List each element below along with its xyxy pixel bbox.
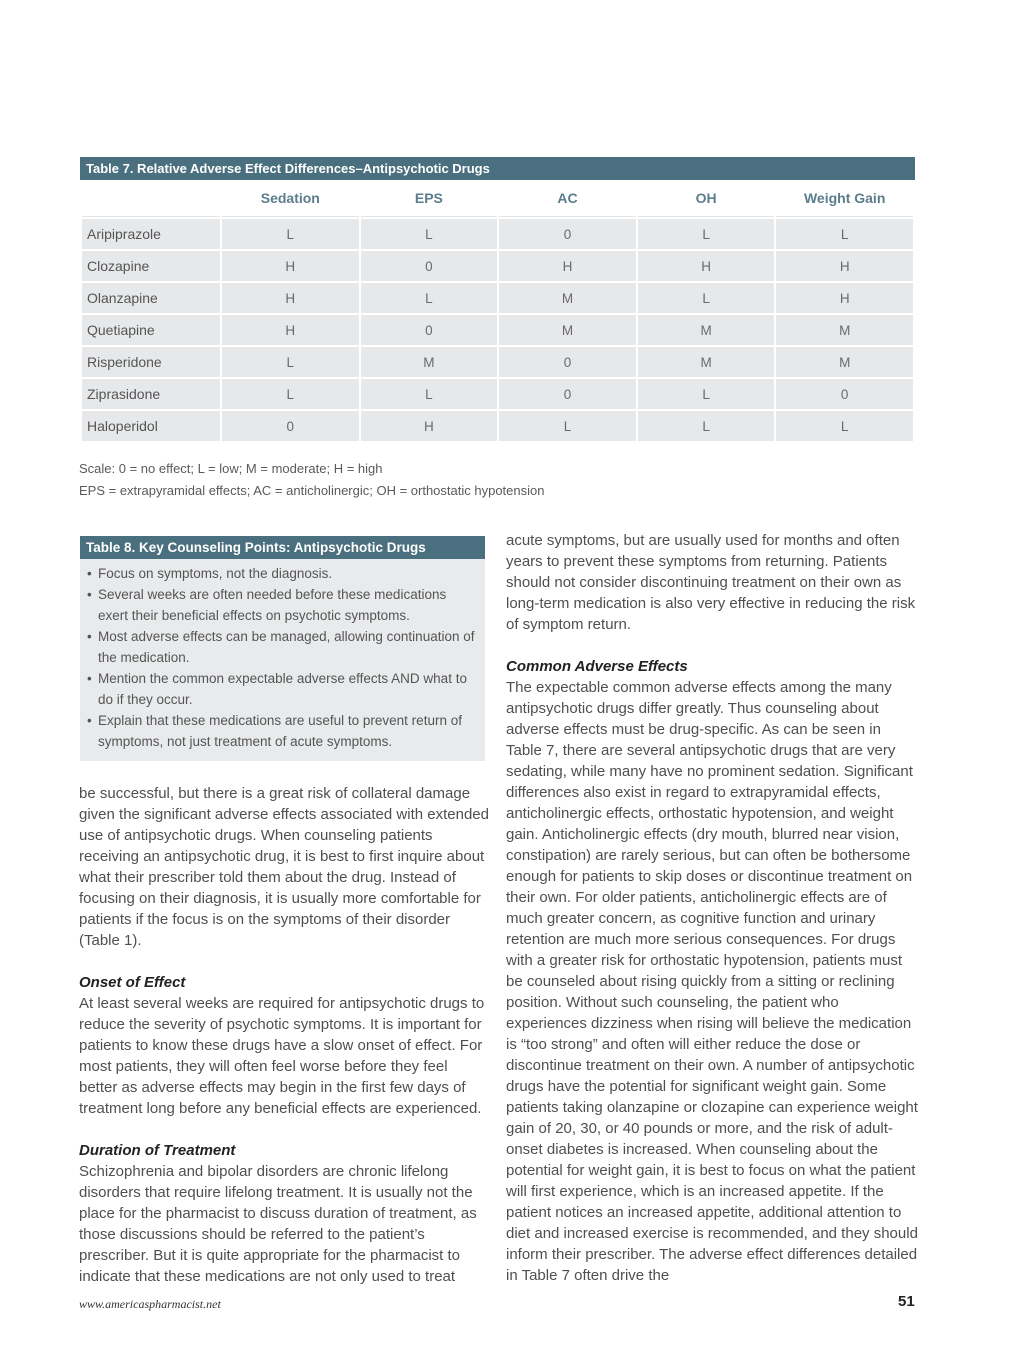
table-cell: L [776, 219, 913, 249]
table-cell: L [638, 379, 775, 409]
bullet-icon: • [87, 566, 92, 581]
table-cell: L [499, 411, 636, 441]
table-7-abbreviation-note: EPS = extrapyramidal effects; AC = anticholinergic; OH = orthostatic hypotension [79, 483, 545, 498]
bullet-icon: • [87, 587, 92, 602]
table-row [82, 379, 913, 409]
adverse-effects-table [80, 178, 915, 443]
list-item-text: Focus on symptoms, not the diagnosis. [98, 566, 333, 581]
table-cell: M [638, 347, 775, 377]
counseling-points-list [80, 563, 485, 752]
page-number: 51 [898, 1293, 915, 1310]
table-cell: 0 [361, 315, 498, 345]
table-cell: L [361, 219, 498, 249]
table-cell: H [776, 283, 913, 313]
table-cell: L [638, 411, 775, 441]
table-row [82, 347, 913, 377]
section-heading-adverse-effects: Common Adverse Effects [506, 658, 688, 675]
table-cell: M [776, 315, 913, 345]
right-column [506, 530, 918, 1286]
table-cell: 0 [361, 251, 498, 281]
table-7-title: Table 7. Relative Adverse Effect Differences–Antipsychotic Drugs [80, 157, 915, 180]
table-row [82, 411, 913, 441]
table-header-row [82, 180, 913, 217]
table-cell: L [222, 219, 359, 249]
table-cell: H [776, 251, 913, 281]
table-cell: L [638, 283, 775, 313]
section-heading-duration: Duration of Treatment [79, 1142, 236, 1159]
column-header [82, 180, 220, 217]
body-paragraph: The expectable common adverse effects among the many antipsychotic drugs differ greatly. Thus counseling about adverse effects must be drug-specific. As can be seen in Table 7, there are several antipsychotic drugs that are very sedating, while many have no prominent sedation. Significant differences also exist in regard to extrapyramidal effects, anticholinergic effects, orthostatic hypotension, and weight gain. Anticholinergic effects (dry mouth, blurred near vision, constipation) are rarely serious, but can often be bothersome enough for patients to skip doses or discontinue treatment on their own. For older patients, anticholinergic effects are of much greater concern, as cognitive function and urinary retention are much more serious consequences. For drugs with a greater risk for orthostatic hypotension, patients must be counseled about rising quickly from a sitting or reclining position. Without such counseling, the patient who experiences dizziness when rising will believe the medication is “too strong” and often will either reduce the dose or discontinue treatment on their own. A number of antipsychotic drugs have the potential for significant weight gain. Some patients taking olanzapine or clozapine can experience weight gain of 20, 30, or 40 pounds or more, and the risk of adult-onset diabetes is increased. When counseling about the potential for weight gain, it is best to focus on what the patient will first experience, which is an increased appetite. If the patient notices an increased appetite, additional attention to diet and increased exercise is recommended, and they should inform their prescriber. The adverse effect differences detailed in Table 7 often drive the [506, 679, 918, 1284]
bullet-icon: • [87, 671, 92, 686]
table-8 [80, 536, 485, 761]
body-paragraph: At least several weeks are required for antipsychotic drugs to reduce the severity of psychotic symptoms. It is important for patients to know these drugs have a slow onset of effect. For most patients, they will often feel worse before they feel better as adverse effects may begin in the first few days of treatment long before any beneficial effects are experienced. [79, 995, 485, 1117]
table-cell: H [222, 283, 359, 313]
column-header-weight-gain: Weight Gain [776, 180, 913, 217]
table-row [82, 315, 913, 345]
table-row [82, 251, 913, 281]
table-cell: M [361, 347, 498, 377]
list-item-text: Mention the common expectable adverse effects AND what to do if they occur. [98, 671, 467, 707]
table-cell: M [776, 347, 913, 377]
table-cell: M [638, 315, 775, 345]
table-8-title: Table 8. Key Counseling Points: Antipsychotic Drugs [80, 536, 485, 559]
table-7-scale-note: Scale: 0 = no effect; L = low; M = moderate; H = high [79, 461, 383, 476]
footer-url: www.americaspharmacist.net [79, 1297, 221, 1311]
table-cell: H [222, 315, 359, 345]
table-cell: L [361, 379, 498, 409]
drug-name-cell: Ziprasidone [82, 379, 220, 409]
table-cell: 0 [776, 379, 913, 409]
table-cell: 0 [222, 411, 359, 441]
table-cell: M [499, 283, 636, 313]
drug-name-cell: Aripiprazole [82, 219, 220, 249]
list-item [80, 710, 475, 752]
drug-name-cell: Haloperidol [82, 411, 220, 441]
table-cell: L [222, 379, 359, 409]
column-header-sedation: Sedation [222, 180, 359, 217]
column-header-oh: OH [638, 180, 775, 217]
list-item [80, 563, 475, 584]
table-row [82, 283, 913, 313]
list-item-text: Explain that these medications are useful to prevent return of symptoms, not just treatment of acute symptoms. [98, 713, 462, 749]
list-item [80, 584, 475, 626]
table-cell: L [361, 283, 498, 313]
drug-name-cell: Clozapine [82, 251, 220, 281]
list-item [80, 626, 475, 668]
list-item-text: Several weeks are often needed before these medications exert their beneficial effects on psychotic symptoms. [98, 587, 447, 623]
body-paragraph: be successful, but there is a great risk of collateral damage given the significant adverse effects associated with extended use of antipsychotic drugs. When counseling patients receiving an antipsychotic drug, it is best to first inquire about what their prescriber told them about the drug. Instead of focusing on their diagnosis, it is usually more comfortable for patients if the focus is on the symptoms of their disorder (Table 1). [79, 785, 489, 949]
body-paragraph: Schizophrenia and bipolar disorders are chronic lifelong disorders that require lifelong treatment. It is usually not the place for the pharmacist to discuss duration of treatment, as those discussions should be referred to the patient’s prescriber. But it is quite appropriate for the pharmacist to indicate that these medications are not only used to treat [79, 1163, 477, 1285]
table-7 [80, 157, 915, 443]
body-paragraph: acute symptoms, but are usually used for months and often years to prevent these symptoms from returning. Patients should not consider discontinuing treatment on their own as long-term medication is also very effective in reducing the risk of symptom return. [506, 532, 916, 633]
section-heading-onset: Onset of Effect [79, 974, 186, 991]
left-column [79, 783, 489, 1287]
table-cell: L [638, 219, 775, 249]
table-row [82, 219, 913, 249]
column-header-ac: AC [499, 180, 636, 217]
drug-name-cell: Quetiapine [82, 315, 220, 345]
bullet-icon: • [87, 629, 92, 644]
table-cell: H [222, 251, 359, 281]
list-item [80, 668, 475, 710]
bullet-icon: • [87, 713, 92, 728]
table-cell: H [361, 411, 498, 441]
table-cell: L [222, 347, 359, 377]
table-cell: L [776, 411, 913, 441]
table-cell: 0 [499, 379, 636, 409]
list-item-text: Most adverse effects can be managed, allowing continuation of the medication. [98, 629, 475, 665]
table-cell: H [499, 251, 636, 281]
column-header-eps: EPS [361, 180, 498, 217]
table-cell: H [638, 251, 775, 281]
table-cell: M [499, 315, 636, 345]
drug-name-cell: Risperidone [82, 347, 220, 377]
drug-name-cell: Olanzapine [82, 283, 220, 313]
table-cell: 0 [499, 347, 636, 377]
table-cell: 0 [499, 219, 636, 249]
